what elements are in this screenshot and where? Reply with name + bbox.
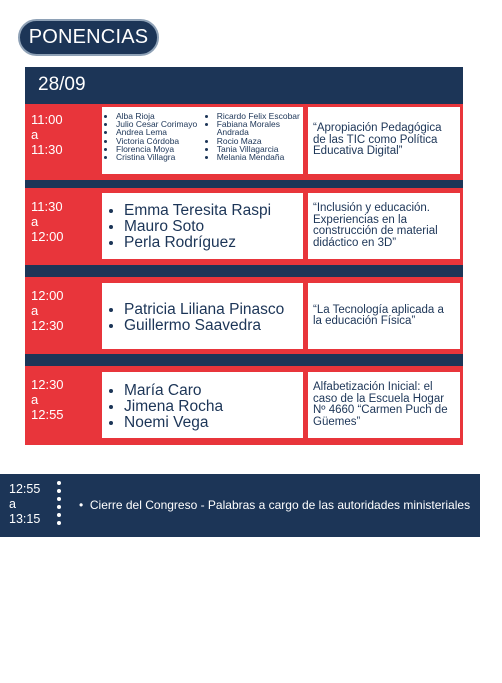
session-time: 11:00 a 11:30 — [31, 112, 63, 157]
talk-title: “Apropiación Pedagógica de las TIC como Política Educativa Digital” — [308, 107, 460, 174]
bullet-icon: • — [79, 498, 90, 512]
speaker-name: • Victoria Córdoba — [116, 137, 205, 145]
speaker-name: • Melania Mendaña — [217, 153, 301, 161]
speaker-name: • Guillermo Saavedra — [124, 318, 303, 334]
session-time: 12:30 a 12:55 — [31, 377, 64, 422]
speaker-name: • Perla Rodríguez — [124, 235, 303, 251]
closing-session-bar — [0, 474, 480, 537]
session-row — [25, 104, 463, 180]
speakers-box — [102, 193, 303, 259]
speaker-name: • Patricia Liliana Pinasco — [124, 302, 303, 318]
schedule-panel — [25, 67, 463, 445]
speaker-name: • Julio Cesar Corimayo — [116, 120, 205, 128]
closing-description: • Cierre del Congreso - Palabras a cargo de las autoridades ministeriales — [79, 498, 471, 512]
talk-title: “La Tecnología aplicada a la educación Física” — [308, 283, 460, 349]
speaker-name: • Rocio Maza — [217, 137, 301, 145]
speaker-name: • Florencia Moya — [116, 145, 205, 153]
speaker-name: • Cristina Villagra — [116, 153, 205, 161]
speakers-box — [102, 283, 303, 349]
speaker-name: • Ricardo Felix Escobar — [217, 112, 301, 120]
speaker-name: • Alba Rioja — [116, 112, 205, 120]
schedule-date: 28/09 — [38, 74, 86, 95]
speaker-name: • Emma Teresita Raspi — [124, 203, 303, 219]
speaker-name: • Jimena Rocha — [124, 399, 303, 415]
speaker-name: • Noemi Vega — [124, 415, 303, 431]
session-row — [25, 277, 463, 354]
section-title-pill — [18, 19, 159, 56]
session-time: 12:00 a 12:30 — [31, 288, 64, 333]
speaker-name: • Fabiana Morales Andrada — [217, 120, 301, 136]
closing-time: 12:55 a 13:15 — [9, 482, 41, 526]
talk-title: “Inclusión y educación. Experiencias en la construcción de material didáctico en 3D” — [308, 193, 460, 259]
session-time: 11:30 a 12:00 — [31, 199, 64, 244]
session-row — [25, 188, 463, 265]
section-title: PONENCIAS — [28, 26, 149, 48]
speaker-name: • Tania Villagarcia — [217, 145, 301, 153]
dotted-divider-icon — [57, 481, 61, 529]
session-row — [25, 366, 463, 445]
speakers-box — [102, 372, 303, 438]
talk-title: Alfabetización Inicial: el caso de la Escuela Hogar Nº 4660 “Carmen Puch de Güemes” — [308, 372, 460, 438]
speaker-name: • Andrea Lema — [116, 128, 205, 136]
speaker-name: • María Caro — [124, 383, 303, 399]
speakers-box — [102, 107, 303, 174]
speaker-name: • Mauro Soto — [124, 219, 303, 235]
